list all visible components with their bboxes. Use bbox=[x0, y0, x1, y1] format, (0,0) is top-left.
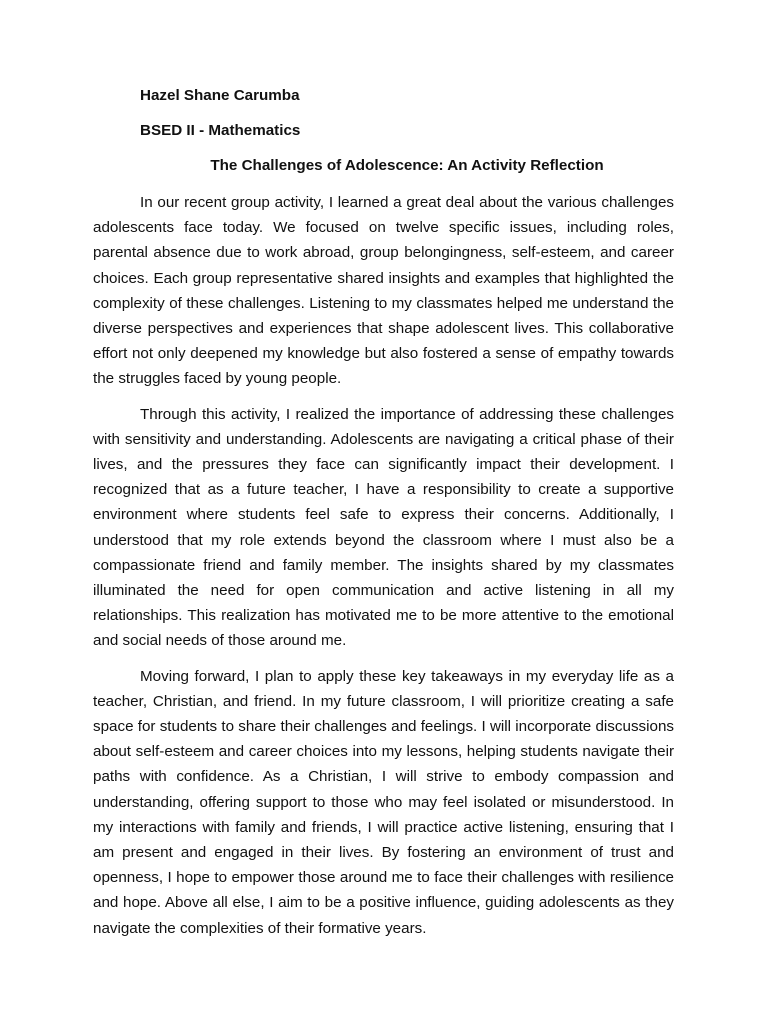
author-name: Hazel Shane Carumba bbox=[140, 87, 300, 104]
course-label: BSED II - Mathematics bbox=[140, 122, 301, 139]
paragraph-1: In our recent group activity, I learned a great deal about the various challenges adolescents face today. We focused on twelve specific issues, including roles, parental absence due to work abroad, group belongingness, self-esteem, and career choices. Each group representative shared insights and examples that highlighted the complexity of these challenges. Listening to my classmates helped me understand the diverse perspectives and experiences that shape adolescent lives. This collaborative effort not only deepened my knowledge but also fostered a sense of empathy towards the struggles faced by young people. bbox=[93, 194, 674, 388]
paragraph-3: Moving forward, I plan to apply these key takeaways in my everyday life as a teacher, Christian, and friend. In my future classroom, I will prioritize creating a safe space for students to share their challenges and feelings. I will incorporate discussions about self-esteem and career choices into my lessons, helping students navigate their paths with confidence. As a Christian, I will strive to embody compassion and understanding, offering support to those who may feel isolated or misunderstood. In my interactions with family and friends, I will practice active listening, ensuring that I am present and engaged in their lives. By fostering an environment of trust and openness, I hope to empower those around me to face their challenges with resilience and hope. Above all else, I aim to be a positive influence, guiding adolescents as they navigate the complexities of their formative years. bbox=[93, 667, 674, 937]
document-body bbox=[93, 85, 674, 951]
paragraph-2: Through this activity, I realized the importance of addressing these challenges with sensitivity and understanding. Adolescents are navigating a critical phase of their lives, and the pressures they face can significantly impact their development. I recognized that as a future teacher, I have a responsibility to create a supportive environment where students feel safe to express their concerns. Additionally, I understood that my role extends beyond the classroom where I must also be a compassionate friend and family member. The insights shared by my classmates illuminated the need for open communication and active listening in all my relationships. This realization has motivated me to be more attentive to the emotional and social needs of those around me. bbox=[93, 405, 674, 650]
document-title: The Challenges of Adolescence: An Activity Reflection bbox=[210, 157, 604, 174]
